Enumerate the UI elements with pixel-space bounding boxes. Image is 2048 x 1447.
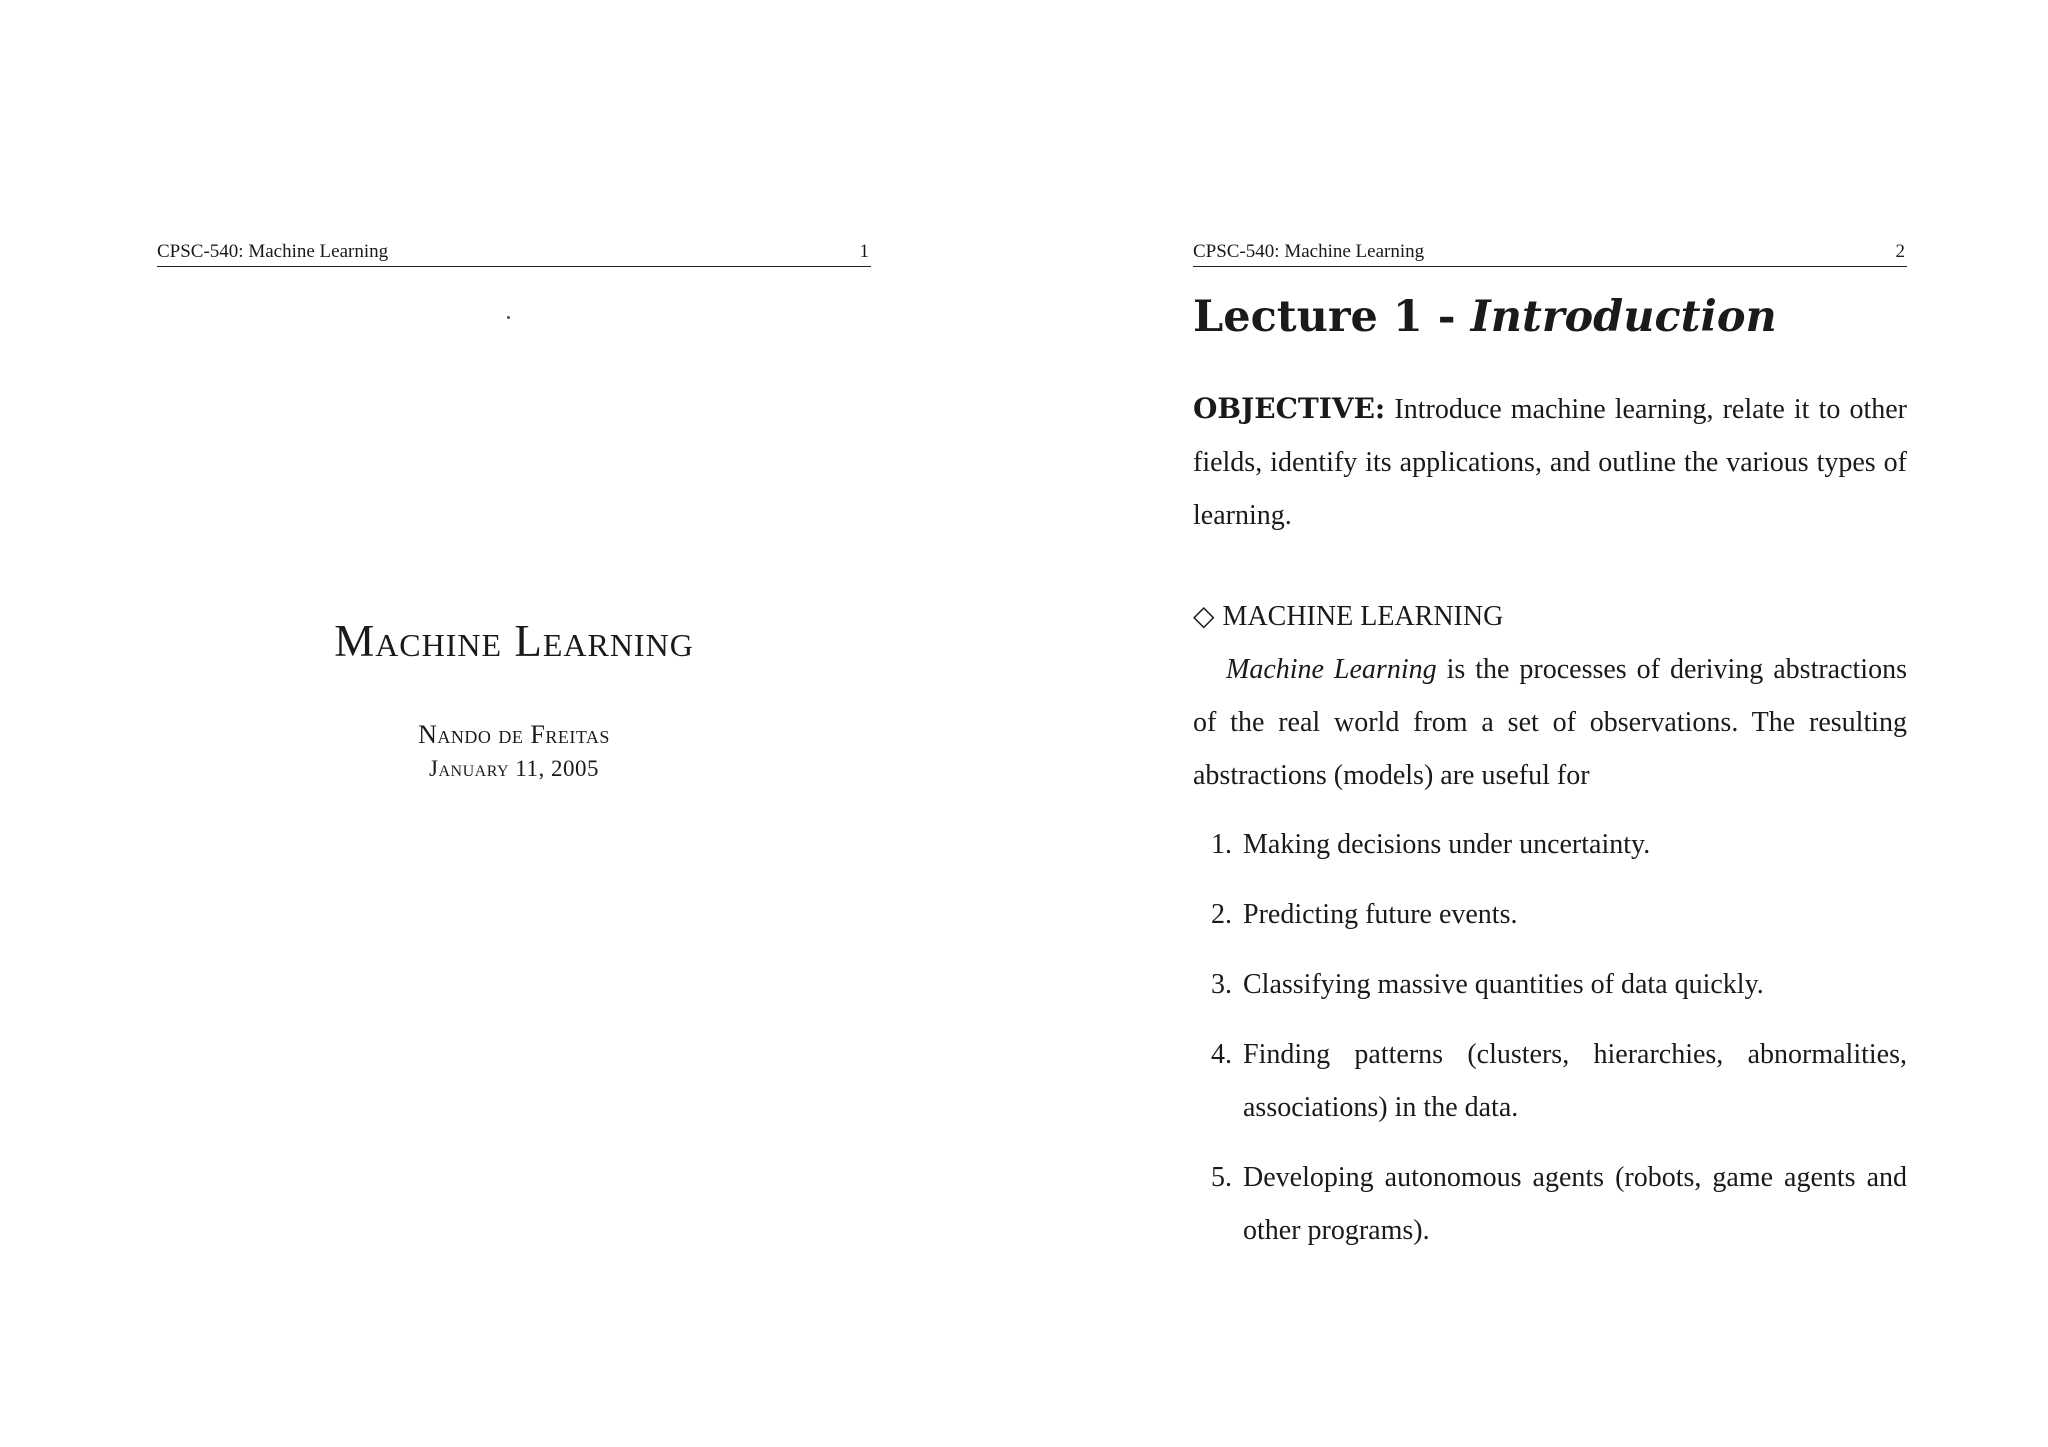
running-header xyxy=(1193,238,1907,267)
list-item-number: 5. xyxy=(1211,1162,1232,1193)
list-item-number: 4. xyxy=(1211,1039,1232,1070)
section-title: MACHINE LEARNING xyxy=(1222,601,1504,632)
objective-label: OBJECTIVE: xyxy=(1193,392,1386,425)
lecture-title-emphasis: Introduction xyxy=(1470,292,1777,342)
definition-term: Machine Learning xyxy=(1226,654,1437,685)
section-heading xyxy=(1193,590,1907,643)
document-date: January 11, 2005 xyxy=(429,756,599,781)
objective-text: Introduce machine learning, relate it to other fields, identify its applications, and outline the various types of learning. xyxy=(1193,394,1907,531)
course-name: CPSC-540: Machine Learning xyxy=(1193,241,1425,262)
page-number: 2 xyxy=(1895,241,1905,262)
document-title: Machine Learning xyxy=(334,616,694,666)
course-name: CPSC-540: Machine Learning xyxy=(157,241,389,262)
list-item xyxy=(1193,1028,1907,1134)
diamond-icon: ◇ xyxy=(1193,601,1215,632)
objective-paragraph xyxy=(1193,382,1907,542)
uses-list xyxy=(1193,818,1907,1274)
list-item xyxy=(1193,958,1907,1011)
list-item-text: Predicting future events. xyxy=(1243,899,1518,930)
definition-text: is the processes of deriving abstractions of the real world from a set of observations. The resulting abstractions (models) are useful for xyxy=(1193,654,1907,791)
definition-paragraph xyxy=(1193,643,1907,802)
lecture-page xyxy=(1193,0,1907,1447)
list-item-number: 1. xyxy=(1211,829,1232,860)
title-page xyxy=(157,0,871,1447)
list-item-number: 3. xyxy=(1211,969,1232,1000)
lecture-title xyxy=(1193,292,1777,342)
page-number: 1 xyxy=(859,241,869,262)
list-item xyxy=(1193,1151,1907,1257)
list-item-number: 2. xyxy=(1211,899,1232,930)
list-item xyxy=(1193,888,1907,941)
list-item-text: Developing autonomous agents (robots, game agents and other programs). xyxy=(1243,1162,1907,1246)
running-header xyxy=(157,238,871,267)
list-item-text: Finding patterns (clusters, hierarchies, abnormalities, associations) in the data. xyxy=(1243,1039,1907,1123)
list-item xyxy=(1193,818,1907,871)
list-item-text: Making decisions under uncertainty. xyxy=(1243,829,1651,860)
lecture-title-prefix: Lecture 1 - xyxy=(1193,292,1471,342)
author-name: Nando de Freitas xyxy=(418,720,610,749)
list-item-text: Classifying massive quantities of data quickly. xyxy=(1243,969,1764,1000)
stray-dot xyxy=(507,316,510,319)
